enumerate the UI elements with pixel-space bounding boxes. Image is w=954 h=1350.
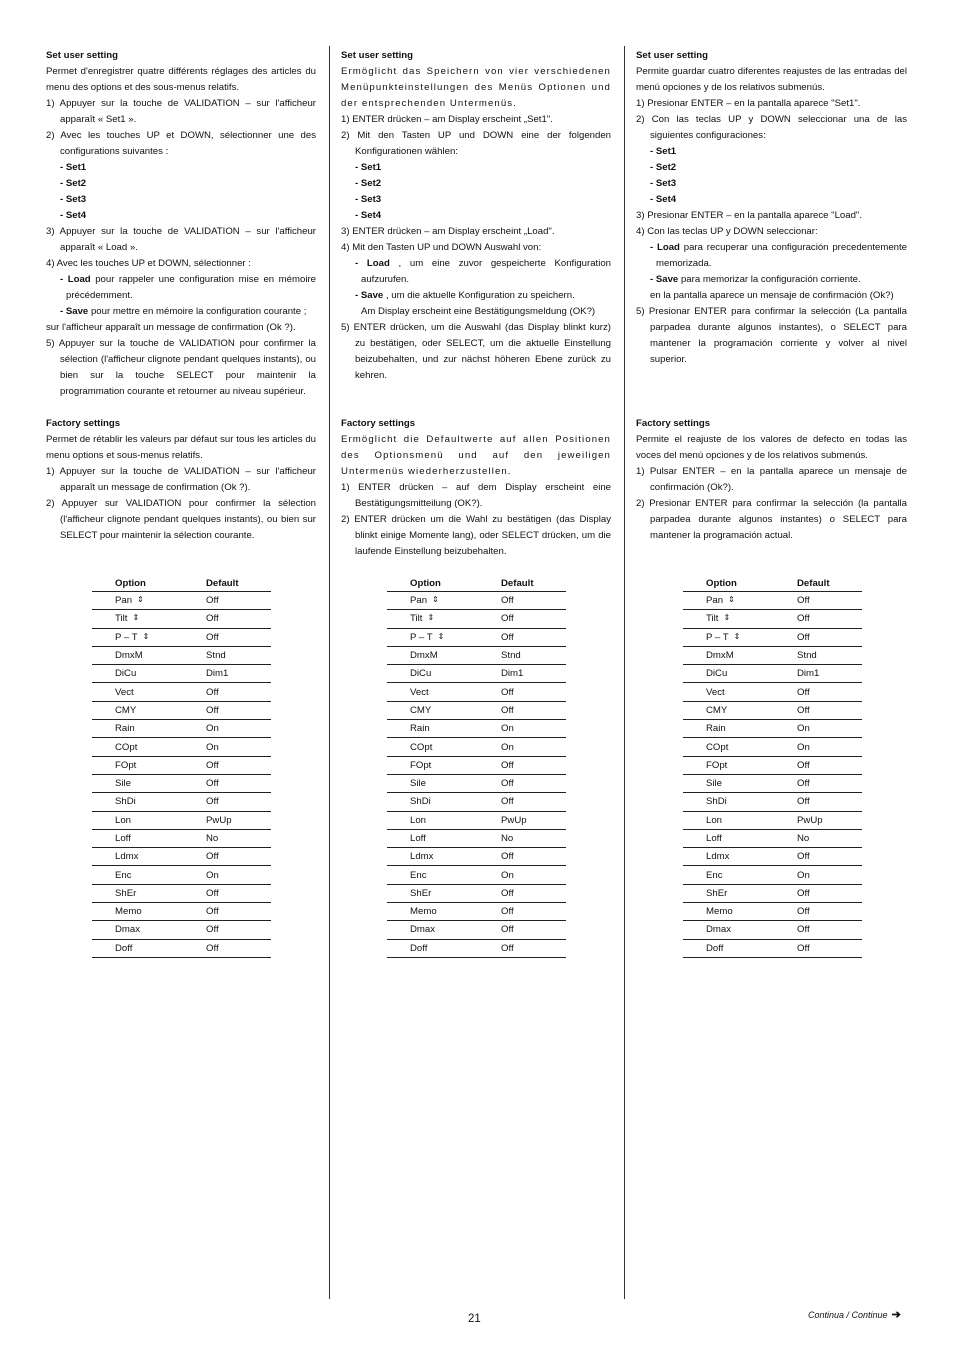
- default-cell: Off: [183, 701, 271, 719]
- default-cell: Off: [774, 939, 862, 957]
- option-cell: COpt: [92, 738, 183, 756]
- step-2: 2) Con las teclas UP y DOWN seleccionar una de las siguientes configuraciones:: [636, 114, 907, 141]
- default-cell: On: [774, 866, 862, 884]
- options-default-table: [683, 576, 862, 958]
- table-row: [683, 646, 862, 664]
- option-cell: Enc: [683, 866, 774, 884]
- default-cell: Off: [478, 683, 566, 701]
- load-save-list: [341, 256, 611, 320]
- default-cell: Off: [183, 848, 271, 866]
- default-cell: Off: [478, 903, 566, 921]
- option-cell: Dmax: [92, 921, 183, 939]
- confirmation-note: Am Display erscheint eine Bestätigungsmeldung (OK?): [361, 306, 596, 317]
- table-row: [92, 756, 271, 774]
- save-option: - Save , um die aktuelle Konfiguration zu speichern.: [355, 290, 575, 301]
- table-row: [387, 738, 566, 756]
- table-row: [92, 592, 271, 610]
- default-cell: On: [183, 720, 271, 738]
- table-header-row: [683, 576, 862, 592]
- default-cell: Off: [478, 939, 566, 957]
- table-row: [683, 738, 862, 756]
- table-row: [683, 592, 862, 610]
- default-cell: Dim1: [774, 665, 862, 683]
- default-cell: On: [478, 866, 566, 884]
- default-cell: PwUp: [774, 811, 862, 829]
- default-cell: Off: [183, 774, 271, 792]
- option-cell: Rain: [92, 720, 183, 738]
- table-row: [92, 829, 271, 847]
- load-option: - Load , um eine zuvor gespeicherte Konfiguration aufzurufen.: [355, 258, 612, 285]
- table-row: [387, 829, 566, 847]
- step-2: 2) Presionar ENTER para confirmar la selección (la pantalla parpadea durante algunos instantes) o SELECT para mantener la programación actual.: [636, 498, 907, 541]
- step-2: 2) ENTER drücken um die Wahl zu bestätigen (das Display blinkt einige Momente lang), oder SELECT drücken, um die laufende Einstellung beizubehalten.: [341, 514, 611, 557]
- step-1: 1) Presionar ENTER – en la pantalla aparece "Set1".: [636, 98, 861, 109]
- sets-list: [341, 160, 611, 224]
- section-title: Set user setting: [636, 50, 708, 61]
- column-header-default: Default: [774, 576, 862, 592]
- default-cell: Off: [183, 683, 271, 701]
- column-header-option: Option: [683, 576, 774, 592]
- step-5: 5) Presionar ENTER para confirmar la selección (La pantalla parpadea durante algunos instantes), o SELECT para mantener la programación corriente y volver al nivel superior.: [636, 306, 907, 365]
- default-cell: Off: [774, 610, 862, 628]
- step-3: 3) Appuyer sur la touche de VALIDATION – sur l'afficheur apparaît « Load ».: [46, 226, 316, 253]
- default-cell: PwUp: [478, 811, 566, 829]
- table-row: [683, 903, 862, 921]
- option-cell: DiCu: [683, 665, 774, 683]
- option-cell: Memo: [683, 903, 774, 921]
- set-item: - Set3: [60, 194, 87, 205]
- factory-settings-section: [341, 416, 611, 560]
- table-header-row: [387, 576, 566, 592]
- default-cell: On: [478, 720, 566, 738]
- option-cell: P – T ⇕: [683, 628, 774, 646]
- default-cell: Off: [183, 628, 271, 646]
- steps-list: [46, 224, 316, 272]
- up-down-arrow-icon: ⇕: [132, 613, 140, 623]
- option-cell: CMY: [683, 701, 774, 719]
- set-item: - Set3: [650, 178, 677, 189]
- steps-list: [46, 96, 316, 160]
- column-divider-left: [329, 46, 330, 1299]
- option-cell: Enc: [92, 866, 183, 884]
- table-row: [683, 665, 862, 683]
- option-cell: ShEr: [92, 884, 183, 902]
- option-cell: COpt: [683, 738, 774, 756]
- table-row: [387, 774, 566, 792]
- set-user-setting-section: [46, 48, 316, 416]
- table-row: [683, 793, 862, 811]
- option-cell: Memo: [387, 903, 478, 921]
- table-row: [387, 793, 566, 811]
- default-cell: Off: [478, 701, 566, 719]
- default-cell: Off: [774, 903, 862, 921]
- sets-list: [46, 160, 316, 224]
- option-cell: DmxM: [683, 646, 774, 664]
- default-cell: Off: [774, 848, 862, 866]
- option-cell: CMY: [92, 701, 183, 719]
- table-row: [387, 811, 566, 829]
- section-intro: Ermöglicht die Defaultwerte auf allen Positionen des Optionsmenü und auf den jeweiligen Untermenüs wiederherzustellen.: [341, 434, 611, 477]
- table-row: [683, 939, 862, 957]
- table-row: [92, 628, 271, 646]
- up-down-arrow-icon: ⇕: [733, 631, 741, 641]
- column-french: [46, 48, 316, 544]
- table-row: [387, 592, 566, 610]
- default-cell: Off: [774, 628, 862, 646]
- sets-list: [636, 144, 907, 208]
- table-row: [387, 939, 566, 957]
- option-cell: Doff: [387, 939, 478, 957]
- option-cell: Rain: [387, 720, 478, 738]
- step-3: 3) ENTER drücken – am Display erscheint „Load".: [341, 226, 555, 237]
- default-cell: Off: [774, 592, 862, 610]
- option-cell: P – T ⇕: [387, 628, 478, 646]
- set-item: - Set1: [355, 162, 382, 173]
- table-row: [683, 720, 862, 738]
- step-3: 3) Presionar ENTER – en la pantalla aparece "Load".: [636, 210, 862, 221]
- table-row: [683, 848, 862, 866]
- table-row: [683, 921, 862, 939]
- option-cell: Memo: [92, 903, 183, 921]
- section-intro: Permet de rétablir les valeurs par défaut sur tous les articles du menu options et sous-menus relatifs.: [46, 434, 316, 461]
- set-item: - Set4: [650, 194, 677, 205]
- table-row: [387, 628, 566, 646]
- options-default-table: [387, 576, 566, 958]
- step-2: 2) Appuyer sur VALIDATION pour confirmer la sélection (l'afficheur clignote pendant quelques instants), ou bien sur SELECT pour maintenir la sélection courante.: [46, 498, 316, 541]
- option-cell: COpt: [387, 738, 478, 756]
- table-row: [387, 646, 566, 664]
- set-item: - Set2: [60, 178, 87, 189]
- option-cell: Sile: [683, 774, 774, 792]
- up-down-arrow-icon: ⇕: [432, 595, 439, 605]
- option-cell: FOpt: [387, 756, 478, 774]
- default-cell: Off: [774, 793, 862, 811]
- option-cell: Vect: [387, 683, 478, 701]
- default-cell: Off: [183, 793, 271, 811]
- table-row: [92, 884, 271, 902]
- option-cell: Vect: [683, 683, 774, 701]
- option-cell: Vect: [92, 683, 183, 701]
- column-header-default: Default: [183, 576, 271, 592]
- option-cell: P – T ⇕: [92, 628, 183, 646]
- table-row: [92, 939, 271, 957]
- default-cell: Off: [774, 756, 862, 774]
- option-cell: Sile: [387, 774, 478, 792]
- section-title: Set user setting: [46, 50, 118, 61]
- default-cell: Stnd: [183, 646, 271, 664]
- up-down-arrow-icon: ⇕: [728, 595, 735, 605]
- steps-list: [636, 464, 907, 544]
- table-row: [92, 903, 271, 921]
- option-cell: DmxM: [387, 646, 478, 664]
- default-cell: On: [774, 720, 862, 738]
- option-cell: Tilt ⇕: [683, 610, 774, 628]
- default-cell: Off: [774, 701, 862, 719]
- default-cell: Stnd: [774, 646, 862, 664]
- table-row: [683, 628, 862, 646]
- table-row: [683, 756, 862, 774]
- table-row: [387, 903, 566, 921]
- up-down-arrow-icon: ⇕: [142, 631, 150, 641]
- table-row: [387, 756, 566, 774]
- steps-list: [636, 96, 907, 144]
- table-row: [92, 774, 271, 792]
- step-1: 1) Pulsar ENTER – en la pantalla aparece un mensaje de confirmación (Ok?).: [636, 466, 907, 493]
- option-cell: Pan ⇕: [92, 592, 183, 610]
- table-row: [387, 720, 566, 738]
- column-divider-right: [624, 46, 625, 1299]
- table-row: [683, 701, 862, 719]
- steps-list: [341, 224, 611, 256]
- load-save-list: [636, 240, 907, 304]
- table-header-row: [92, 576, 271, 592]
- step-1: 1) Appuyer sur la touche de VALIDATION – sur l'afficheur apparaît un message de confirmation (Ok ?).: [46, 466, 316, 493]
- option-cell: DiCu: [387, 665, 478, 683]
- default-cell: On: [478, 738, 566, 756]
- option-cell: ShEr: [387, 884, 478, 902]
- table-row: [92, 848, 271, 866]
- section-title: Set user setting: [341, 50, 413, 61]
- default-cell: Off: [183, 610, 271, 628]
- set-item: - Set2: [650, 162, 677, 173]
- default-cell: Off: [774, 884, 862, 902]
- default-cell: Off: [478, 756, 566, 774]
- table-row: [92, 921, 271, 939]
- section-intro: Permet d'enregistrer quatre différents réglages des articles du menu des options et des sous-menus relatifs.: [46, 66, 316, 93]
- set-item: - Set3: [355, 194, 382, 205]
- default-cell: No: [774, 829, 862, 847]
- option-cell: Pan ⇕: [387, 592, 478, 610]
- table-row: [92, 683, 271, 701]
- section-intro: Permite el reajuste de los valores de defecto en todas las voces del menú opciones y de los relativos submenús.: [636, 434, 907, 461]
- column-header-option: Option: [92, 576, 183, 592]
- option-cell: Enc: [387, 866, 478, 884]
- step-4: 4) Mit den Tasten UP und DOWN Auswahl von:: [341, 242, 542, 253]
- option-cell: ShEr: [683, 884, 774, 902]
- option-cell: Loff: [683, 829, 774, 847]
- option-cell: Ldmx: [92, 848, 183, 866]
- load-option: - Load pour rappeler une configuration mise en mémoire précédemment.: [60, 274, 316, 301]
- factory-settings-section: [636, 416, 907, 544]
- table-row: [683, 884, 862, 902]
- option-cell: ShDi: [683, 793, 774, 811]
- default-cell: Off: [478, 848, 566, 866]
- option-cell: Doff: [683, 939, 774, 957]
- steps-list: [341, 480, 611, 560]
- set-item: - Set1: [60, 162, 87, 173]
- default-cell: Off: [774, 774, 862, 792]
- default-cell: Off: [183, 939, 271, 957]
- load-option: - Load para recuperar una configuración precedentemente memorizada.: [650, 242, 907, 269]
- table-row: [92, 866, 271, 884]
- step-1: 1) Appuyer sur la touche de VALIDATION – sur l'afficheur apparaît « Set1 ».: [46, 98, 316, 125]
- steps-list: [636, 208, 907, 240]
- default-cell: Off: [478, 592, 566, 610]
- default-cell: On: [183, 738, 271, 756]
- confirmation-note: sur l'afficheur apparaît un message de confirmation (Ok ?).: [46, 322, 296, 333]
- table-row: [387, 610, 566, 628]
- set-item: - Set4: [60, 210, 87, 221]
- save-option: - Save pour mettre en mémoire la configuration courante ;: [60, 306, 307, 317]
- table-row: [683, 683, 862, 701]
- option-cell: Lon: [683, 811, 774, 829]
- table-row: [92, 811, 271, 829]
- option-cell: Dmax: [683, 921, 774, 939]
- default-cell: Dim1: [478, 665, 566, 683]
- section-intro: Ermöglicht das Speichern von vier verschiedenen Menüpunkteinstellungen des Menüs Optionen und der entsprechenden Untermenüs.: [341, 66, 611, 109]
- column-header-default: Default: [478, 576, 566, 592]
- load-save-list: [46, 272, 316, 320]
- column-header-option: Option: [387, 576, 478, 592]
- set-item: - Set4: [355, 210, 382, 221]
- steps-list: [636, 304, 907, 368]
- table-row: [683, 811, 862, 829]
- option-cell: Lon: [92, 811, 183, 829]
- table-row: [92, 646, 271, 664]
- default-cell: Stnd: [478, 646, 566, 664]
- default-cell: No: [183, 829, 271, 847]
- step-5: 5) ENTER drücken, um die Auswahl (das Display blinkt kurz) zu bestätigen, oder SELECT, um die aktuelle Einstellung beizubehalten, und zur nächst höheren Ebene zurück zu kehren.: [341, 322, 611, 381]
- default-cell: Off: [478, 610, 566, 628]
- step-1: 1) ENTER drücken – am Display erscheint „Set1".: [341, 114, 553, 125]
- set-user-setting-section: [636, 48, 907, 416]
- step-2: 2) Mit den Tasten UP und DOWN eine der folgenden Konfigurationen wählen:: [341, 130, 611, 157]
- table-row: [92, 720, 271, 738]
- table-row: [683, 610, 862, 628]
- set-item: - Set1: [650, 146, 677, 157]
- option-cell: FOpt: [92, 756, 183, 774]
- up-down-arrow-icon: ⇕: [137, 595, 144, 605]
- default-cell: On: [774, 738, 862, 756]
- option-cell: Rain: [683, 720, 774, 738]
- default-cell: Off: [478, 793, 566, 811]
- table-row: [387, 848, 566, 866]
- default-cell: Off: [774, 921, 862, 939]
- save-option: - Save para memorizar la configuración corriente.: [650, 274, 861, 285]
- table-row: [387, 866, 566, 884]
- option-cell: Doff: [92, 939, 183, 957]
- table-row: [387, 921, 566, 939]
- option-cell: Ldmx: [683, 848, 774, 866]
- section-title: Factory settings: [46, 418, 121, 429]
- option-cell: Tilt ⇕: [387, 610, 478, 628]
- page-number: 21: [468, 1313, 481, 1325]
- default-cell: Off: [774, 683, 862, 701]
- default-cell: Off: [478, 628, 566, 646]
- column-spanish: [636, 48, 907, 544]
- section-intro: Permite guardar cuatro diferentes reajustes de las entradas del menú opciones y de los relativos submenús.: [636, 66, 907, 93]
- steps-list: [46, 336, 316, 400]
- option-cell: Dmax: [387, 921, 478, 939]
- table-row: [387, 701, 566, 719]
- up-down-arrow-icon: ⇕: [437, 631, 445, 641]
- option-cell: DmxM: [92, 646, 183, 664]
- table-row: [92, 738, 271, 756]
- step-1: 1) ENTER drücken – auf dem Display erscheint eine Bestätigungsmitteilung (OK?).: [341, 482, 611, 509]
- up-down-arrow-icon: ⇕: [723, 613, 731, 623]
- option-cell: Pan ⇕: [683, 592, 774, 610]
- option-cell: Lon: [387, 811, 478, 829]
- default-cell: Off: [478, 884, 566, 902]
- table-row: [387, 683, 566, 701]
- table-row: [92, 665, 271, 683]
- table-row: [387, 665, 566, 683]
- steps-list: [341, 112, 611, 160]
- confirmation-note: en la pantalla aparece un mensaje de confirmación (Ok?): [650, 290, 894, 301]
- option-cell: Loff: [387, 829, 478, 847]
- section-title: Factory settings: [636, 418, 711, 429]
- option-cell: Tilt ⇕: [92, 610, 183, 628]
- arrow-right-icon: ➔: [891, 1309, 901, 1321]
- step-2: 2) Avec les touches UP et DOWN, sélectionner une des configurations suivantes :: [46, 130, 316, 157]
- up-down-arrow-icon: ⇕: [427, 613, 435, 623]
- option-cell: FOpt: [683, 756, 774, 774]
- table-row: [92, 701, 271, 719]
- default-cell: On: [183, 866, 271, 884]
- option-cell: ShDi: [387, 793, 478, 811]
- option-cell: Sile: [92, 774, 183, 792]
- default-cell: PwUp: [183, 811, 271, 829]
- set-item: - Set2: [355, 178, 382, 189]
- table-row: [92, 793, 271, 811]
- default-cell: Off: [478, 921, 566, 939]
- factory-settings-section: [46, 416, 316, 544]
- continue-indicator: Continua / Continue ➔: [808, 1309, 901, 1321]
- step-5: 5) Appuyer sur la touche de VALIDATION pour confirmer la sélection (l'afficheur clignote pendant quelques instants), ou bien sur la touche SELECT pour maintenir la programmation courante et retourner au niveau supérieur.: [46, 338, 316, 397]
- table-row: [683, 866, 862, 884]
- default-cell: Off: [183, 756, 271, 774]
- option-cell: CMY: [387, 701, 478, 719]
- table-row: [683, 774, 862, 792]
- default-cell: Dim1: [183, 665, 271, 683]
- option-cell: Ldmx: [387, 848, 478, 866]
- step-4: 4) Con las teclas UP y DOWN seleccionar:: [636, 226, 818, 237]
- column-german: [341, 48, 611, 560]
- default-cell: Off: [183, 903, 271, 921]
- table-row: [387, 884, 566, 902]
- set-user-setting-section: [341, 48, 611, 416]
- step-4: 4) Avec les touches UP et DOWN, sélectionner :: [46, 258, 251, 269]
- default-cell: Off: [183, 592, 271, 610]
- option-cell: ShDi: [92, 793, 183, 811]
- default-cell: Off: [183, 921, 271, 939]
- table-row: [92, 610, 271, 628]
- table-row: [683, 829, 862, 847]
- option-cell: Loff: [92, 829, 183, 847]
- default-cell: No: [478, 829, 566, 847]
- default-cell: Off: [183, 884, 271, 902]
- steps-list: [46, 464, 316, 544]
- section-title: Factory settings: [341, 418, 416, 429]
- option-cell: DiCu: [92, 665, 183, 683]
- steps-list: [341, 320, 611, 384]
- options-default-table: [92, 576, 271, 958]
- default-cell: Off: [478, 774, 566, 792]
